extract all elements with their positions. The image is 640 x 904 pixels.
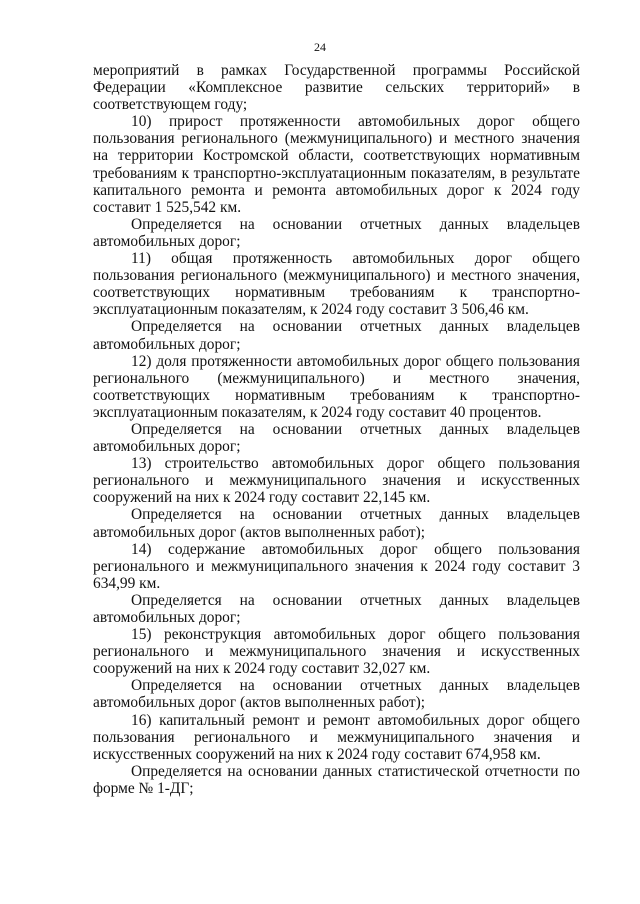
paragraph-item-11: 11) общая протяженность автомобильных дорог общего пользования регионального (межмуниципального) и местного значения, соответствующих нормативным требованиям к транспортно-эксплуатационным показателям, к 2024 году составит 3 506,46 км. xyxy=(93,250,580,319)
paragraph-item-10: 10) прирост протяженности автомобильных дорог общего пользования регионального (межмуниципального) и местного значения на территории Костромской области, соответствующих нормативным требованиям к транспортно-эксплуатационным показателям, в результате капитального ремонта и ремонта автомобильных дорог к 2024 году составит 1 525,542 км. xyxy=(93,113,580,216)
paragraph-method-13: Определяется на основании отчетных данных владельцев автомобильных дорог (актов выполненных работ); xyxy=(93,506,580,541)
paragraph-item-12: 12) доля протяженности автомобильных дорог общего пользования регионального (межмуниципального) и местного значения, соответствующих нормативным требованиям к транспортно-эксплуатационным показателям, к 2024 году составит 40 процентов. xyxy=(93,352,580,421)
paragraph-item-15: 15) реконструкция автомобильных дорог общего пользования регионального и межмуниципального значения и искусственных сооружений на них к 2024 году составит 32,027 км. xyxy=(93,626,580,678)
paragraph-method-10: Определяется на основании отчетных данных владельцев автомобильных дорог; xyxy=(93,215,580,250)
paragraph-method-15: Определяется на основании отчетных данных владельцев автомобильных дорог (актов выполненных работ); xyxy=(93,677,580,712)
paragraph-intro-continuation: мероприятий в рамках Государственной программы Российской Федерации «Комплексное развитие сельских территорий» в соответствующем году; xyxy=(93,62,580,114)
paragraph-item-14: 14) содержание автомобильных дорог общего пользования регионального и межмуниципального значения к 2024 году составит 3 634,99 км. xyxy=(93,540,580,592)
page-number: 24 xyxy=(314,40,326,54)
paragraph-method-16: Определяется на основании данных статистической отчетности по форме № 1-ДГ; xyxy=(93,762,580,797)
paragraph-item-13: 13) строительство автомобильных дорог общего пользования регионального и межмуниципального значения и искусственных сооружений на них к 2024 году составит 22,145 км. xyxy=(93,455,580,507)
document-body xyxy=(93,62,580,797)
paragraph-method-11: Определяется на основании отчетных данных владельцев автомобильных дорог; xyxy=(93,318,580,353)
paragraph-method-12: Определяется на основании отчетных данных владельцев автомобильных дорог; xyxy=(93,420,580,456)
paragraph-item-16: 16) капитальный ремонт и ремонт автомобильных дорог общего пользования регионального и межмуниципального значения и искусственных сооружений на них к 2024 году составит 674,958 км. xyxy=(93,711,580,763)
paragraph-method-14: Определяется на основании отчетных данных владельцев автомобильных дорог; xyxy=(93,591,580,626)
